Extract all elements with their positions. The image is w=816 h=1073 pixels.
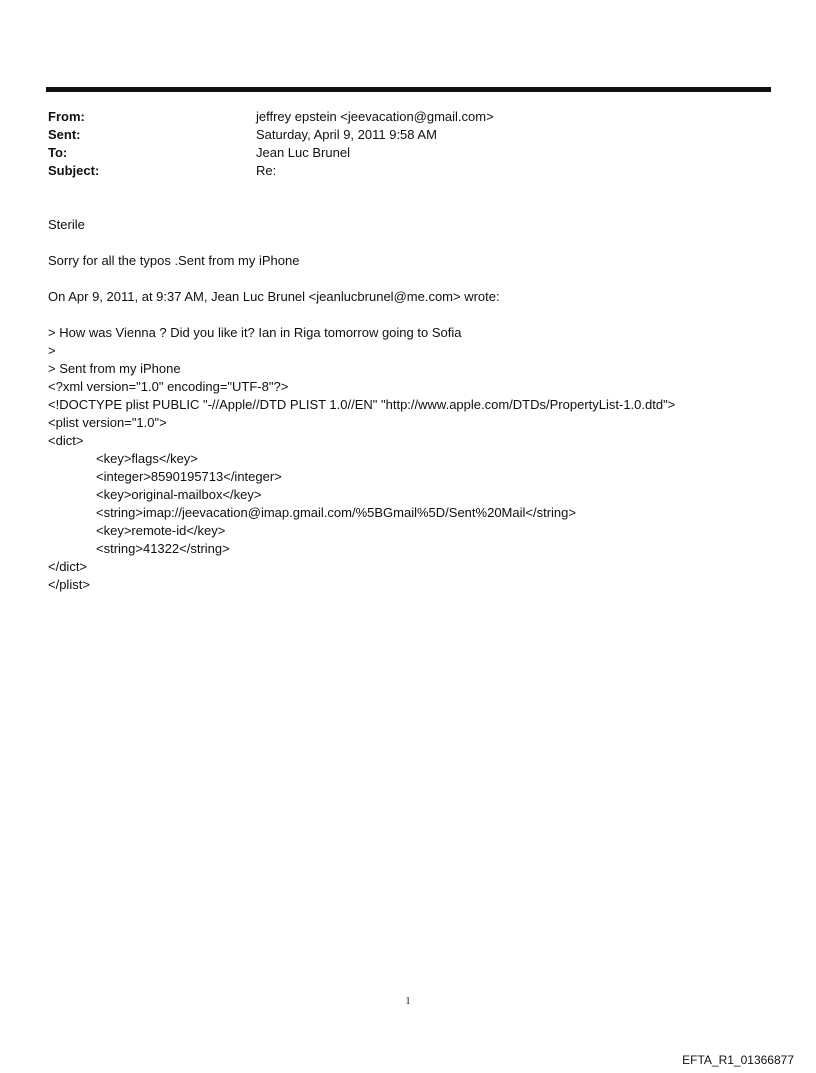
subject-row (48, 162, 748, 180)
sent-label: Sent: (48, 127, 81, 142)
quoted-message (48, 324, 788, 378)
email-header (48, 108, 748, 180)
xml-line: <key>flags</key> (96, 451, 198, 466)
xml-line: <?xml version="1.0" encoding="UTF-8"?> (48, 379, 289, 394)
body-line-typos: Sorry for all the typos .Sent from my iPhone (48, 253, 300, 268)
xml-line: </plist> (48, 577, 90, 592)
top-rule (46, 87, 771, 92)
sent-row (48, 126, 748, 144)
xml-line: <string>imap://jeevacation@imap.gmail.com/%5BGmail%5D/Sent%20Mail</string> (96, 505, 576, 520)
xml-block (48, 378, 788, 594)
to-value: Jean Luc Brunel (256, 145, 350, 160)
xml-line: <!DOCTYPE plist PUBLIC "-//Apple//DTD PLIST 1.0//EN" "http://www.apple.com/DTDs/PropertyList-1.0.dtd"> (48, 397, 676, 412)
email-body (48, 216, 788, 594)
from-row (48, 108, 748, 126)
to-label: To: (48, 145, 68, 160)
to-row (48, 144, 748, 162)
xml-line: <dict> (48, 433, 84, 448)
body-line-wrote: On Apr 9, 2011, at 9:37 AM, Jean Luc Brunel <jeanlucbrunel@me.com> wrote: (48, 289, 500, 304)
xml-line: <key>original-mailbox</key> (96, 487, 262, 502)
subject-value: Re: (256, 163, 277, 178)
from-value: jeffrey epstein <jeevacation@gmail.com> (256, 109, 494, 124)
xml-line: <key>remote-id</key> (96, 523, 226, 538)
body-line-sterile: Sterile (48, 217, 85, 232)
quoted-line: > Sent from my iPhone (48, 361, 181, 376)
subject-label: Subject: (48, 163, 100, 178)
xml-line: </dict> (48, 559, 88, 574)
xml-line: <string>41322</string> (96, 541, 230, 556)
xml-line: <plist version="1.0"> (48, 415, 167, 430)
xml-line: <integer>8590195713</integer> (96, 469, 282, 484)
sent-value: Saturday, April 9, 2011 9:58 AM (256, 127, 437, 142)
from-label: From: (48, 109, 85, 124)
page-number: 1 (405, 996, 411, 1007)
quoted-line: > (48, 343, 56, 358)
document-id: EFTA_R1_01366877 (682, 1053, 794, 1067)
quoted-line: > How was Vienna ? Did you like it? Ian in Riga tomorrow going to Sofia (48, 325, 462, 340)
